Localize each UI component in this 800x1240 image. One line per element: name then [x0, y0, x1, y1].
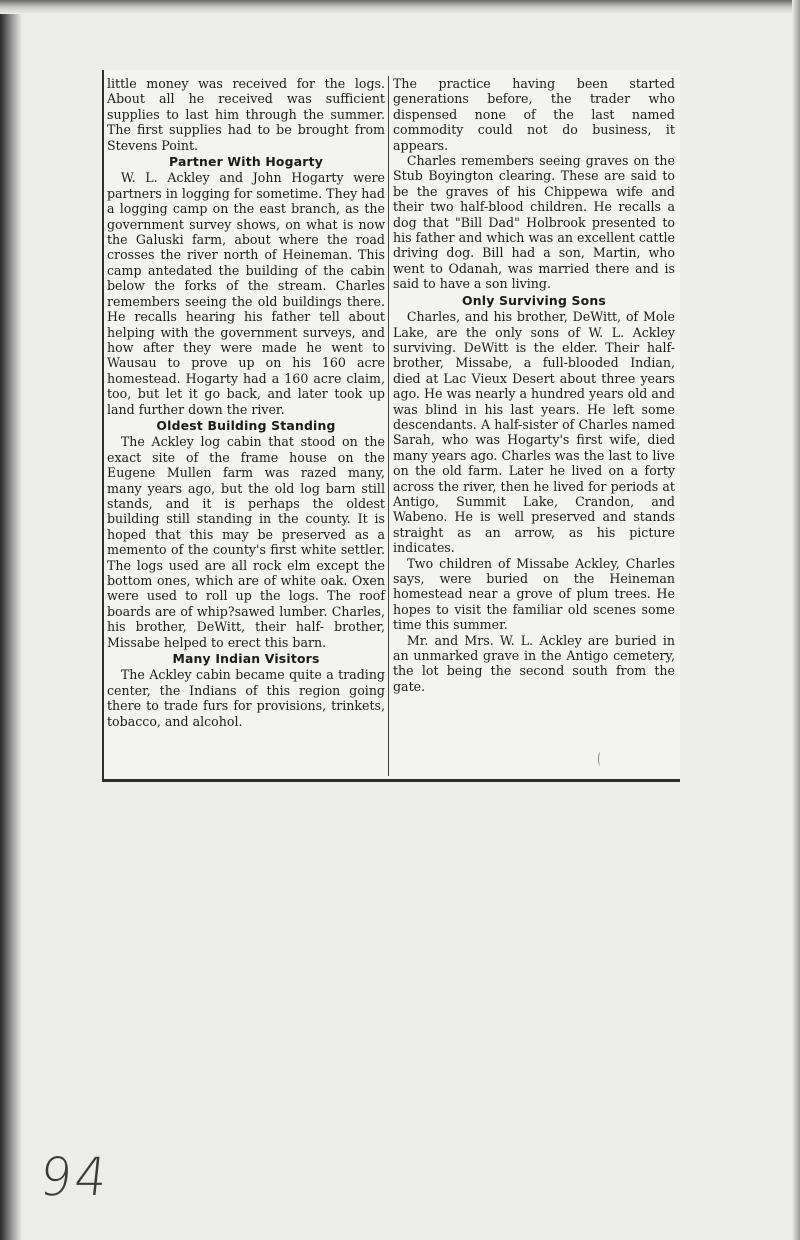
right-paragraph-3: Charles, and his brother, DeWitt, of Mole Lake, are the only sons of W. L. Ackley surviving. DeWitt is the elder. Their half-brother, Missabe, a full-blooded Indian, died at Lac Vieux Desert about three years ago. He was nearly a hundred years old and was blind in his last years. He left some descendants. A half-sister of Charles named Sarah, who was Hogarty's first wife, died many years ago. Charles was the last to live on the old farm. Later he lived on a forty across the river, then he lived for periods at Antigo, Summit Lake, Crandon, and Wabeno. He is well preserved and stands straight as an arrow, as his picture indicates.: [393, 309, 675, 556]
heading-only-surviving-sons: Only Surviving Sons: [462, 292, 606, 308]
right-paragraph-1: The practice having been started generations before, the trader who dispensed none of the last named commodity could not do business, it appears.: [393, 76, 675, 153]
left-paragraph-3: The Ackley log cabin that stood on the exact site of the frame house on the Eugene Mullen farm was razed many, many years ago, but the old log barn still stands, and it is perhaps the oldest building still standing in the county. It is hoped that this may be preserved as a memento of the county's first white settler. The logs used are all rock elm except the bottom ones, which are of white oak. Oxen were used to roll up the logs. The roof boards are of whip?sawed lumber. Charles, his brother, DeWitt, their half- brother, Missabe helped to erect this barn.: [107, 434, 385, 650]
right-paragraph-4: Two children of Missabe Ackley, Charles says, were buried on the Heineman homestead near a grove of plum trees. He hopes to visit the familiar old scenes some time this summer.: [393, 555, 675, 633]
right-column: [393, 76, 675, 694]
right-paragraph-5: Mr. and Mrs. W. L. Ackley are buried in an unmarked grave in the Antigo cemetery, the lot being the second south from the gate.: [393, 632, 675, 694]
ink-mark: [598, 752, 603, 766]
page-shadow-left: [0, 0, 22, 1240]
left-paragraph-1: little money was received for the logs. About all he received was sufficient supplies to last him through the summer. The first supplies had to be brought from Stevens Point.: [107, 76, 385, 153]
handwritten-page-number: 94: [36, 1146, 113, 1208]
heading-oldest-building-standing: Oldest Building Standing: [156, 417, 336, 433]
column-divider: [388, 76, 389, 776]
left-column: [107, 76, 385, 729]
left-paragraph-4: The Ackley cabin became quite a trading center, the Indians of this region going there to trade furs for provisions, trinkets, tobacco, and alcohol.: [107, 667, 385, 729]
page-shadow-right: [792, 0, 800, 1240]
left-paragraph-2: W. L. Ackley and John Hogarty were partners in logging for sometime. They had a logging camp on the east branch, as the government survey shows, on what is now the Galuski farm, about where the road crosses the river north of Heineman. This camp antedated the building of the cabin below the forks of the stream. Charles remembers seeing the old buildings there. He recalls hearing his father tell about helping with the government surveys, and how after they were made he went to Wausau to prove up on his 160 acre homestead. Hogarty had a 160 acre claim, too, but let it go back, and later took up land further down the river.: [107, 170, 385, 417]
page-shadow-top: [0, 0, 800, 14]
right-paragraph-2: Charles remembers seeing graves on the Stub Boyington clearing. These are said to be the graves of his Chippewa wife and their two half-blood children. He recalls a dog that "Bill Dad" Holbrook presented to his father and which was an excellent cattle driving dog. Bill had a son, Martin, who went to Odanah, was married there and is said to have a son living.: [393, 153, 675, 292]
heading-partner-with-hogarty: Partner With Hogarty: [169, 154, 323, 170]
heading-many-indian-visitors: Many Indian Visitors: [172, 651, 320, 667]
